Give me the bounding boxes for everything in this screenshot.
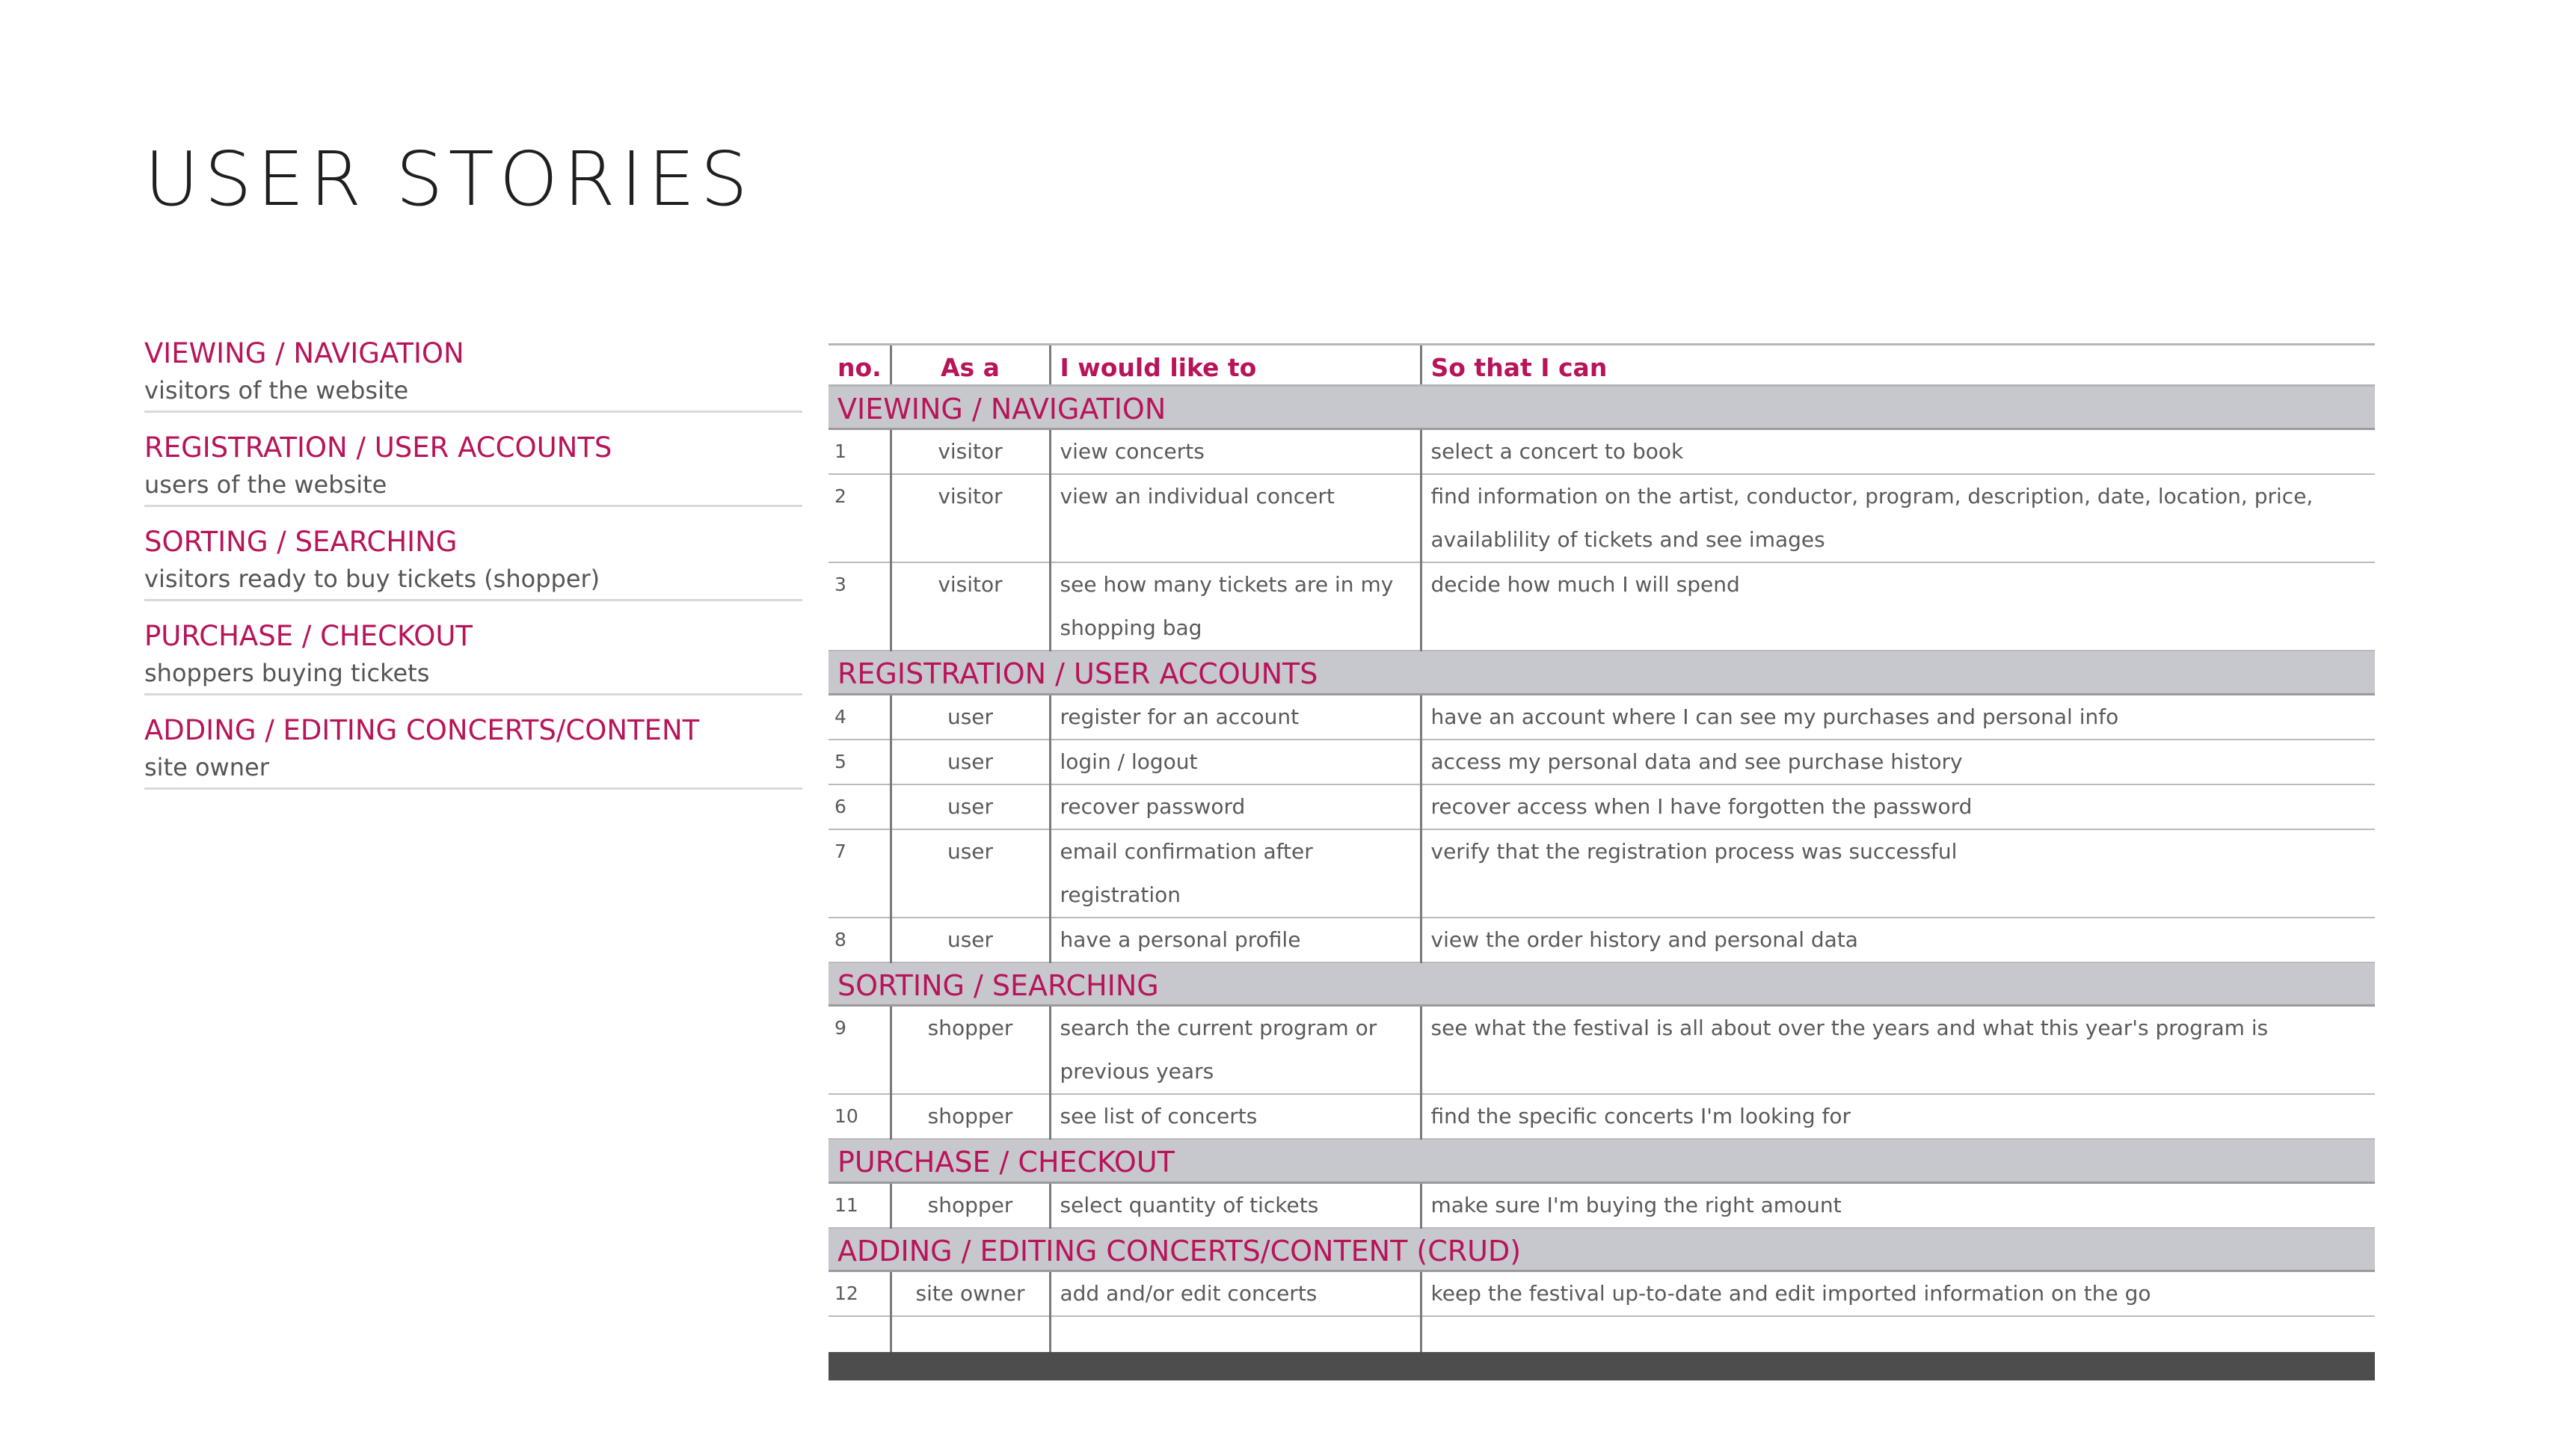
header-would-like: I would like to: [1050, 345, 1421, 386]
section-row: [829, 651, 2375, 694]
table-footer-bar: [829, 1352, 2375, 1380]
story-role: user: [891, 784, 1050, 829]
story-want: email confirmation after registration: [1050, 829, 1421, 918]
story-want: recover password: [1050, 784, 1421, 829]
legend-description: users of the website: [144, 470, 387, 499]
section-row: [829, 962, 2375, 1006]
story-role: user: [891, 918, 1050, 962]
table-row: [829, 918, 2375, 962]
section-title: VIEWING / NAVIGATION: [829, 386, 2375, 429]
section-row: [829, 1228, 2375, 1271]
story-number: 2: [829, 474, 891, 562]
story-want: have a personal profile: [1050, 918, 1421, 962]
story-role: user: [891, 829, 1050, 918]
story-role: visitor: [891, 474, 1050, 562]
story-goal: access my personal data and see purchase history: [1421, 740, 2375, 784]
legend-category: REGISTRATION / USER ACCOUNTS: [144, 431, 612, 464]
story-role: shopper: [891, 1182, 1050, 1228]
header-as-a: As a: [891, 345, 1050, 386]
table-row: [829, 784, 2375, 829]
table-row: [829, 829, 2375, 918]
table-row: [829, 474, 2375, 562]
table-row: [829, 1006, 2375, 1095]
story-number: 6: [829, 784, 891, 829]
story-want: view an individual concert: [1050, 474, 1421, 562]
table-row: [829, 1094, 2375, 1139]
story-goal: select a concert to book: [1421, 429, 2375, 475]
section-title: REGISTRATION / USER ACCOUNTS: [829, 651, 2375, 694]
story-goal: decide how much I will spend: [1421, 562, 2375, 651]
story-goal: view the order history and personal data: [1421, 918, 2375, 962]
section-row: [829, 1139, 2375, 1182]
legend-description: site owner: [144, 753, 269, 781]
story-number: 8: [829, 918, 891, 962]
story-want: add and/or edit concerts: [1050, 1271, 1421, 1317]
table-header-row: [829, 345, 2375, 386]
legend-category: ADDING / EDITING CONCERTS/CONTENT: [144, 714, 700, 746]
story-want: see list of concerts: [1050, 1094, 1421, 1139]
story-role: shopper: [891, 1094, 1050, 1139]
story-want: register for an account: [1050, 694, 1421, 740]
table-row: [829, 1182, 2375, 1228]
empty-cell: [1421, 1316, 2375, 1352]
story-role: visitor: [891, 562, 1050, 651]
legend-description: shoppers buying tickets: [144, 659, 430, 687]
table-row: [829, 694, 2375, 740]
story-want: search the current program or previous years: [1050, 1006, 1421, 1095]
story-role: shopper: [891, 1006, 1050, 1095]
story-number: 5: [829, 740, 891, 784]
story-want: view concerts: [1050, 429, 1421, 475]
empty-row: [829, 1316, 2375, 1352]
legend-item: [144, 710, 802, 790]
legend-item: [144, 334, 802, 413]
user-stories-table: [829, 343, 2375, 1380]
header-no: no.: [829, 345, 891, 386]
story-number: 1: [829, 429, 891, 475]
legend-category: SORTING / SEARCHING: [144, 526, 458, 558]
story-role: user: [891, 694, 1050, 740]
story-goal: see what the festival is all about over the years and what this year's program is: [1421, 1006, 2375, 1095]
legend-item: [144, 616, 802, 695]
story-number: 12: [829, 1271, 891, 1317]
story-goal: make sure I'm buying the right amount: [1421, 1182, 2375, 1228]
table-row: [829, 562, 2375, 651]
section-title: PURCHASE / CHECKOUT: [829, 1139, 2375, 1182]
story-goal: recover access when I have forgotten the password: [1421, 784, 2375, 829]
table-row: [829, 429, 2375, 475]
legend-category: PURCHASE / CHECKOUT: [144, 620, 473, 652]
story-goal: have an account where I can see my purchases and personal info: [1421, 694, 2375, 740]
story-goal: keep the festival up-to-date and edit imported information on the go: [1421, 1271, 2375, 1317]
story-number: 10: [829, 1094, 891, 1139]
legend-description: visitors ready to buy tickets (shopper): [144, 565, 600, 593]
empty-cell: [829, 1316, 891, 1352]
story-goal: find information on the artist, conductor, program, description, date, location, price, availablility of tickets and see images: [1421, 474, 2375, 562]
page-title: USER STORIES: [144, 135, 754, 223]
story-goal: find the specific concerts I'm looking for: [1421, 1094, 2375, 1139]
legend-item: [144, 428, 802, 507]
story-want: select quantity of tickets: [1050, 1182, 1421, 1228]
header-so-that: So that I can: [1421, 345, 2375, 386]
legend-category: VIEWING / NAVIGATION: [144, 337, 464, 369]
story-role: user: [891, 740, 1050, 784]
section-row: [829, 386, 2375, 429]
story-role: site owner: [891, 1271, 1050, 1317]
legend-item: [144, 522, 802, 601]
section-title: SORTING / SEARCHING: [829, 962, 2375, 1006]
empty-cell: [1050, 1316, 1421, 1352]
table-row: [829, 1271, 2375, 1317]
story-role: visitor: [891, 429, 1050, 475]
story-goal: verify that the registration process was successful: [1421, 829, 2375, 918]
story-want: login / logout: [1050, 740, 1421, 784]
story-want: see how many tickets are in my shopping bag: [1050, 562, 1421, 651]
story-number: 7: [829, 829, 891, 918]
story-number: 9: [829, 1006, 891, 1095]
story-number: 3: [829, 562, 891, 651]
story-number: 11: [829, 1182, 891, 1228]
story-number: 4: [829, 694, 891, 740]
empty-cell: [891, 1316, 1050, 1352]
section-title: ADDING / EDITING CONCERTS/CONTENT (CRUD): [829, 1228, 2375, 1271]
category-legend: [144, 334, 802, 805]
legend-description: visitors of the website: [144, 376, 409, 405]
table-row: [829, 740, 2375, 784]
